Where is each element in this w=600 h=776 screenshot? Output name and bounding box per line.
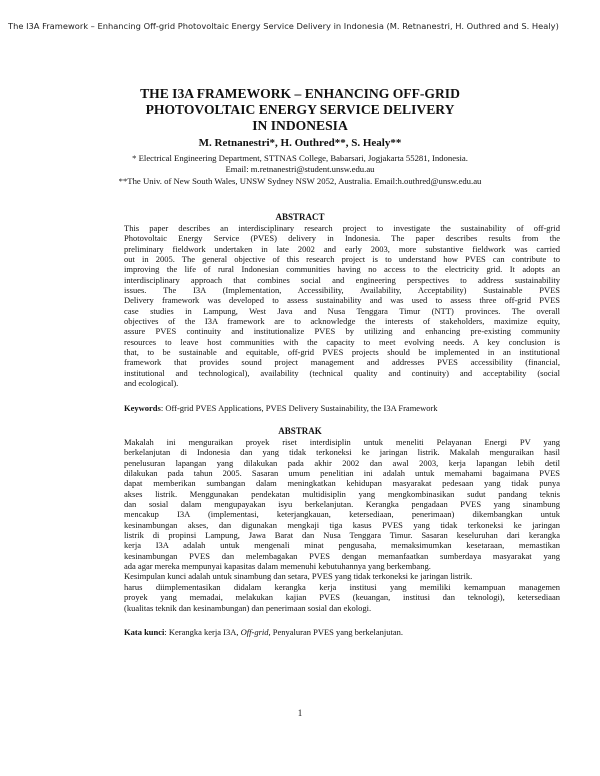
abstrak-body (124, 437, 560, 613)
abstract-line: preliminary fieldwork undertaken in late 2002 and early 2003, more substantive fieldwork was carried (124, 243, 560, 254)
kata-kunci (124, 627, 560, 638)
abstrak-line: akses listrik. Menggunakan pendekatan multidisiplin yang mengkombinasikan sudut pandang teknis (124, 488, 560, 499)
kata-kunci-text: : Kerangka kerja I3A, Off-grid, Penyaluran PVES yang berkelanjutan. (164, 627, 404, 637)
title-line: PHOTOVOLTAIC ENERGY SERVICE DELIVERY (145, 102, 455, 117)
page-number: 1 (297, 708, 303, 718)
author-list: M. Retnanestri*, H. Outhred**, S. Healy** (198, 137, 402, 149)
affiliation-2: **The Univ. of New South Wales, UNSW Sydney NSW 2052, Australia. Email:h.outhred@unsw.edu.au (118, 176, 482, 186)
abstract-line: that, to be sustainable and equitable, off-grid PVES projects should be implemented in an institutional (124, 347, 560, 358)
abstrak-line: dapat memberikan sumbangan dalam meningkatkan kehidupan masyarakat pedesaan yang tidak punya (124, 478, 560, 489)
abstract-line: assure PVES continuity and institutionalize PVES by utilizing and enhancing pre-existing community (124, 326, 560, 337)
abstrak-line: kerja I3A adalah untuk mengenali minat pengusaha, memaksimumkan kesetaraan, memastikan (124, 540, 560, 551)
abstract-line: interdisciplinary approach that combines social and engineering perspectives to address sustainability (124, 274, 560, 285)
abstrak-line: Kesimpulan kunci adalah untuk sinambung dan setara, PVES yang tidak terkoneksi ke jaringan listrik. (124, 571, 473, 582)
abstrak-line: ada agar mereka mempunyai kapasitas dalam memenuhi kebutuhannya yang berkembang. (124, 561, 431, 572)
abstract-line: out in 2005. The general objective of this research project is to understand how PVES can contribute to (124, 254, 560, 265)
abstract-heading: ABSTRACT (275, 212, 325, 222)
abstrak-line: berkelanjutan di Indonesia dan yang tidak terkoneksi ke jaringan listrik. Makalah menguraikan hasil (124, 447, 560, 458)
abstrak-line: dan sosial dalam mengupayakan isyu berkelanjutan. Kerangka pengadaan PVES yang sinambung (124, 499, 560, 510)
abstract-line: This paper describes an interdisciplinary research project to investigate the sustainability of off-grid (124, 223, 560, 233)
abstrak-line: dilakukan pada tahun 2005. Sasaran umum penelitian ini adalah untuk memahami bagaimana PVES (124, 468, 560, 479)
abstrak-line: mencakup I3A (implementasi, keterjangkauan, ketersediaan, penerimaan) dikembangkan untuk (124, 509, 560, 520)
paper-title (0, 86, 600, 134)
abstract-line: framework that provides sound project management and addresses PVES accessibility (financial, (124, 357, 560, 368)
abstrak-line: penelusuran lapangan yang dilakukan pada akhir 2002 dan awal 2003, kerja lapangan lebih detil (124, 457, 560, 468)
abstract-line: Photovoltaic Energy Service (PVES) delivery in Indonesia. The paper describes results from the (124, 233, 560, 244)
abstrak-line: proyek yang memadai, melakukan kajian PVES (keuangan, institusi dan teknologi), ketersediaan (124, 592, 560, 603)
keywords-text: : Off-grid PVES Applications, PVES Delivery Sustainability, the I3A Framework (160, 403, 438, 413)
abstrak-line: (kualitas teknik dan kesinambungan) dan penerimaan sosial dan ekologi. (124, 602, 372, 613)
kata-kunci-label: Kata kunci (124, 627, 165, 637)
affiliation-1: * Electrical Engineering Department, STTNAS College, Babarsari, Jogjakarta 55281, Indonesia. (132, 153, 468, 163)
abstract-line: and ecological). (124, 378, 179, 389)
abstrak-line: kesinambungan akses, dan digunakan mengkaji tiga kasus PVES yang tidak terkoneksi ke jaringan (124, 519, 560, 530)
abstract-line: institutional and technological), availability (technical quality and continuity) and acceptability (social (124, 367, 560, 378)
abstract-body (124, 223, 560, 389)
abstrak-line: kesinambungan PVES dan melembagakan PVES dengan memanfaatkan sumberdaya masyarakat yang (124, 550, 560, 561)
abstract-line: Delivery framework was developed to assess sustainability and was used to assess three off-grid PVES (124, 295, 560, 306)
title-line: IN INDONESIA (252, 118, 348, 133)
abstrak-heading: ABSTRAK (278, 426, 322, 436)
abstract-line: improving the life of rural Indonesian communities having no access to the electricity grid. It adopts an (124, 264, 560, 275)
affiliation-1-email: Email: m.retnanestri@student.unsw.edu.au (225, 164, 375, 174)
abstract-line: issues. The I3A (Implementation, Accessibility, Availability, Acceptability) Sustainable PVES (124, 285, 560, 296)
keywords-label: Keywords (124, 403, 161, 413)
abstract-line: objectives of the I3A framework are to acknowledge the interests of stakeholders, maximize equity, (124, 316, 560, 327)
running-header: The I3A Framework – Enhancing Off-grid Photovoltaic Energy Service Delivery in Indonesia (M. Retnanestri, H. Outhred and S. Healy) (8, 21, 559, 31)
abstrak-line: listrik di propinsi Lampung, Jawa Barat dan Nusa Tenggara Timur. Sasaran keseluruhan dari kerangka (124, 530, 560, 541)
abstract-line: resources to leave host communities with the capacity to meet evolving needs. A key conclusion is (124, 336, 560, 347)
abstrak-line: harus diimplementasikan didalam kerangka kerja institusi yang memiliki kemampuan managemen (124, 581, 560, 592)
abstract-line: case studies in Lampung, West Java and Nusa Tenggara Timur (NTT) provinces. The overall (124, 305, 560, 316)
keywords (124, 403, 560, 414)
abstrak-line: Makalah ini menguraikan proyek riset interdisiplin untuk meneliti Pelayanan Energi PV yang (124, 437, 560, 447)
title-line: THE I3A FRAMEWORK – ENHANCING OFF-GRID (140, 86, 460, 101)
